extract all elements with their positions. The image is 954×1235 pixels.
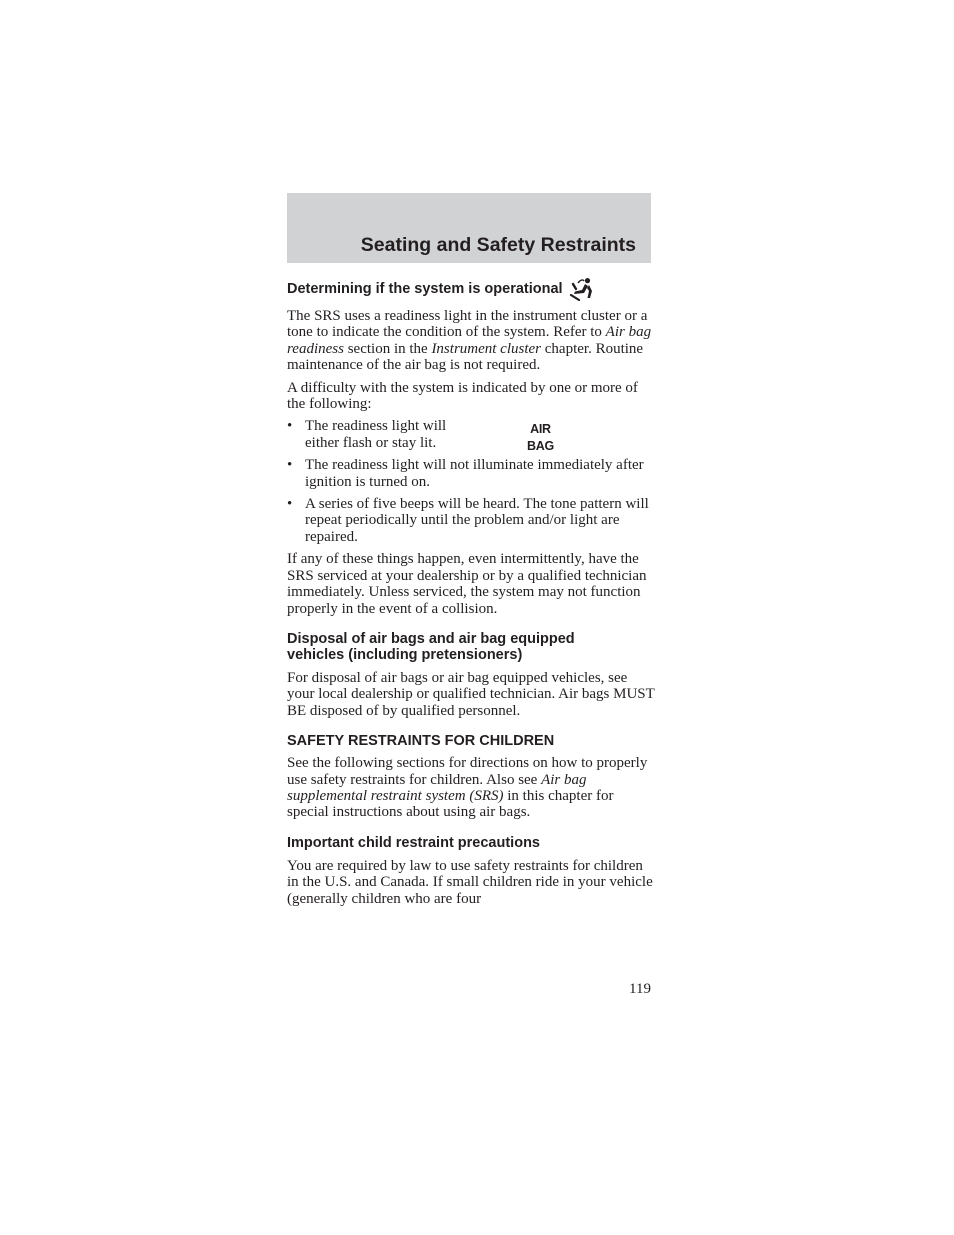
- italic-ref-srs: Air bag supplemental restraint system (SRS): [287, 771, 587, 804]
- bullet-symbol: •: [287, 457, 293, 474]
- section-heading-disposal: [287, 631, 655, 663]
- section-heading-children: SAFETY RESTRAINTS FOR CHILDREN: [287, 733, 555, 750]
- airbag-seat-icon: [569, 277, 595, 301]
- italic-ref-air-bag-readiness: Air bag readiness: [287, 324, 652, 357]
- heading-line: vehicles (including pretensioners): [287, 646, 523, 663]
- bullet-symbol: •: [287, 496, 293, 513]
- bullet-symbol: •: [287, 418, 293, 435]
- section-heading-operational: [287, 277, 655, 301]
- heading-line: Disposal of air bags and air bag equipped: [287, 630, 575, 647]
- italic-ref-instrument-cluster: Instrument cluster: [431, 340, 542, 357]
- paragraph-srs-readiness: [287, 308, 655, 374]
- chapter-title: Seating and Safety Restraints: [360, 234, 636, 256]
- list-item: [287, 457, 655, 490]
- air-bag-label-line1: AIR: [530, 422, 551, 437]
- page-content: [287, 277, 655, 907]
- list-item: [287, 418, 655, 454]
- paragraph-precautions: You are required by law to use safety restraints for children in the U.S. and Canada. If small children ride in your vehicle (generally children who are four: [287, 857, 653, 907]
- text-run: The SRS uses a readiness light in the instrument cluster or a tone to indicate the condition of the system. Refer to: [287, 308, 648, 341]
- air-bag-indicator-label: [527, 421, 554, 455]
- list-item-text: The readiness light will either flash or stay lit.: [305, 418, 447, 451]
- paragraph-service: If any of these things happen, even intermittently, have the SRS serviced at your dealership or by a qualified technician immediately. Unless serviced, the system may not function properly in the event of a collision.: [287, 551, 647, 617]
- chapter-header-bar: [287, 193, 651, 263]
- list-item-text: The readiness light will not illuminate immediately after ignition is turned on.: [305, 457, 644, 490]
- paragraph-children: [287, 755, 655, 821]
- text-run: section in the: [343, 340, 432, 357]
- list-item-text: A series of five beeps will be heard. The tone pattern will repeat periodically until the problem and/or light are repaired.: [305, 496, 649, 545]
- difficulty-list: [287, 418, 655, 545]
- paragraph-disposal: For disposal of air bags or air bag equipped vehicles, see your local dealership or qualified technician. Air bags MUST BE disposed of by qualified personnel.: [287, 669, 655, 719]
- heading-text: Determining if the system is operational: [287, 281, 563, 297]
- list-item: [287, 496, 655, 545]
- page-number: 119: [629, 981, 651, 997]
- text-run: See the following sections for directions on how to properly use safety restraints for children. Also see: [287, 755, 648, 788]
- text-run: chapter. Routine maintenance of the air bag is not required.: [287, 340, 644, 374]
- air-bag-label-line2: BAG: [527, 439, 554, 454]
- section-heading-precautions: Important child restraint precautions: [287, 834, 540, 851]
- paragraph-difficulty: A difficulty with the system is indicated by one or more of the following:: [287, 379, 638, 413]
- text-run: in this chapter for special instructions about using air bags.: [287, 787, 614, 821]
